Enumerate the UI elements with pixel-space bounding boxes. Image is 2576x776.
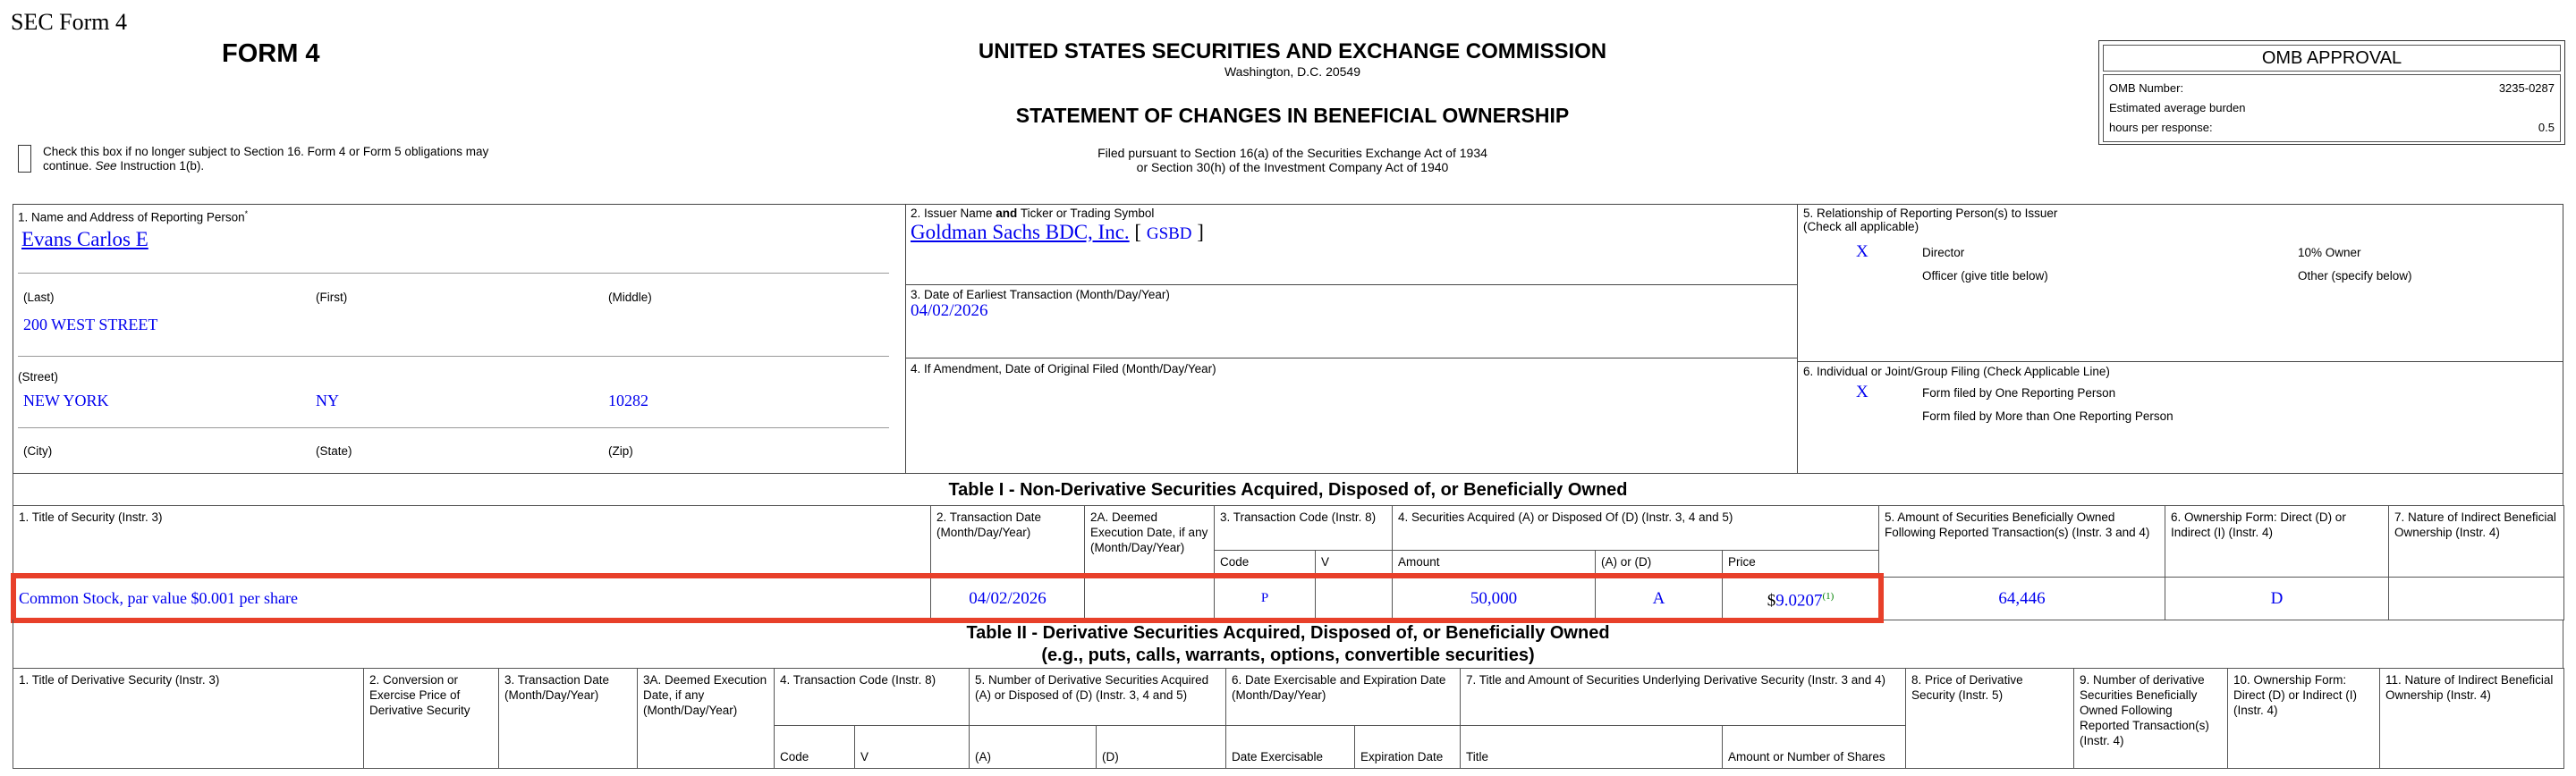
t1-sub-amount: Amount — [1393, 551, 1596, 578]
t2-sub-expiration: Expiration Date — [1355, 726, 1461, 769]
box3-earliest-transaction — [911, 288, 1170, 321]
security-title: Common Stock, par value $0.001 per share — [13, 578, 931, 620]
box5-relationship — [1803, 207, 2555, 283]
zip-label: (Zip) — [608, 444, 633, 458]
box1-reporting-person — [18, 209, 894, 251]
checkbox-text-2: continue. — [43, 159, 96, 173]
ownership-form: D — [2165, 578, 2389, 620]
one-person-check[interactable]: X — [1856, 383, 1868, 401]
omb-number: 3235-0287 — [2498, 81, 2555, 95]
box2-label-end: Ticker or Trading Symbol — [1017, 207, 1155, 220]
asterisk: * — [244, 209, 249, 218]
t2-header-underlying: 7. Title and Amount of Securities Underlying Derivative Security (Instr. 3 and 4) — [1461, 669, 1906, 726]
t2-sub-v: V — [855, 726, 970, 769]
agency-title: UNITED STATES SECURITIES AND EXCHANGE COMMISSION — [978, 39, 1607, 63]
ticker-symbol: GSBD — [1146, 224, 1192, 243]
t1-header-date: 2. Transaction Date (Month/Day/Year) — [931, 506, 1085, 578]
statement-title: STATEMENT OF CHANGES IN BENEFICIAL OWNERSHIP — [1015, 104, 1570, 127]
highlight-box — [11, 573, 1884, 623]
divider-2-3 — [905, 284, 1798, 285]
omb-title: OMB APPROVAL — [2103, 45, 2561, 72]
one-person-label: Form filed by One Reporting Person — [1922, 386, 2116, 400]
bracket-left: [ — [1134, 221, 1142, 243]
t2-header-code: 4. Transaction Code (Instr. 8) — [775, 669, 970, 726]
t1-header-owned: 5. Amount of Securities Beneficially Owned Following Reported Transaction(s) (Instr. 3 and 4) — [1879, 506, 2165, 578]
table1-title: Table I - Non-Derivative Securities Acquired, Disposed of, or Beneficially Owned — [13, 474, 2563, 506]
hours-value: 0.5 — [2538, 121, 2555, 134]
other-label: Other (specify below) — [2298, 269, 2412, 283]
t1-sub-price: Price — [1723, 551, 1879, 578]
t1-header-form: 6. Ownership Form: Direct (D) or Indirect (I) (Instr. 4) — [2165, 506, 2389, 578]
director-label: Director — [1922, 246, 1965, 259]
header — [805, 39, 1780, 174]
box3-label: 3. Date of Earliest Transaction (Month/Day/Year) — [911, 288, 1170, 301]
omb-number-label: OMB Number: — [2109, 81, 2184, 95]
omb-approval-box — [2098, 40, 2565, 145]
state-label: (State) — [316, 444, 352, 458]
street-value: 200 WEST STREET — [23, 316, 158, 333]
amount: 50,000 — [1393, 578, 1596, 620]
price-value: 9.0207 — [1775, 591, 1823, 611]
box1-label: 1. Name and Address of Reporting Person — [18, 210, 245, 224]
box2-label: 2. Issuer Name — [911, 207, 996, 220]
t1-header-deemed: 2A. Deemed Execution Date, if any (Month/Day/Year) — [1085, 506, 1215, 578]
reporting-person-link[interactable]: Evans Carlos E — [21, 227, 148, 250]
t2-header-form: 10. Ownership Form: Direct (D) or Indirect (I) (Instr. 4) — [2228, 669, 2380, 769]
checkbox-instruction: Instruction 1(b). — [116, 159, 205, 173]
filed-pursuant-1: Filed pursuant to Section 16(a) of the Securities Exchange Act of 1934 — [1097, 146, 1487, 160]
transaction-date: 04/02/2026 — [931, 578, 1085, 620]
street-label: (Street) — [18, 370, 59, 384]
hours-label: hours per response: — [2109, 121, 2213, 134]
agency-location: Washington, D.C. 20549 — [1224, 64, 1360, 79]
zip-value: 10282 — [608, 392, 648, 409]
t2-header-exercisable: 6. Date Exercisable and Expiration Date (Month/Day/Year) — [1226, 669, 1461, 726]
page-label: SEC Form 4 — [11, 9, 128, 35]
t1-header-code: 3. Transaction Code (Instr. 8) — [1215, 506, 1393, 551]
box5-sublabel: (Check all applicable) — [1803, 220, 1919, 233]
box6-filing — [1803, 365, 2555, 423]
footnote-link[interactable]: (1) — [1822, 590, 1835, 602]
t2-sub-code: Code — [775, 726, 855, 769]
box4-label: 4. If Amendment, Date of Original Filed (Month/Day/Year) — [911, 362, 1216, 375]
form-title: FORM 4 — [222, 39, 320, 68]
table2-title-2: (e.g., puts, calls, warrants, options, convertible securities) — [1041, 645, 1535, 665]
officer-label: Officer (give title below) — [1922, 269, 2048, 283]
table2 — [13, 668, 2564, 769]
divider-5-6 — [1798, 361, 2563, 362]
transaction-code: P — [1215, 578, 1316, 620]
t2-header-owned: 9. Number of derivative Securities Beneficially Owned Following Reported Transaction(s) (Instr. 4) — [2074, 669, 2228, 769]
ten-percent-owner-label: 10% Owner — [2298, 246, 2361, 259]
t2-header-conversion: 2. Conversion or Exercise Price of Derivative Security — [364, 669, 499, 769]
last-label: (Last) — [23, 291, 55, 304]
price-sign: $ — [1767, 591, 1776, 611]
filed-pursuant-2: or Section 30(h) of the Investment Company Act of 1940 — [1136, 160, 1449, 174]
t1-sub-code: Code — [1215, 551, 1316, 578]
checkbox-text-1: Check this box if no longer subject to Section 16. Form 4 or Form 5 obligations may — [43, 145, 489, 158]
t1-sub-aord: (A) or (D) — [1596, 551, 1723, 578]
t1-header-title: 1. Title of Security (Instr. 3) — [13, 506, 931, 578]
middle-label: (Middle) — [608, 291, 652, 304]
city-value: NEW YORK — [23, 392, 109, 409]
state-value: NY — [316, 392, 339, 409]
burden-label: Estimated average burden — [2109, 101, 2246, 114]
no-longer-subject-checkbox[interactable] — [18, 145, 31, 173]
director-check[interactable]: X — [1856, 242, 1868, 261]
t2-sub-amount: Amount or Number of Shares — [1723, 726, 1906, 769]
t1-header-acquired: 4. Securities Acquired (A) or Disposed Of (D) (Instr. 3, 4 and 5) — [1393, 506, 1879, 551]
t2-sub-a: (A) — [970, 726, 1097, 769]
checkbox-see: See — [95, 159, 117, 173]
t2-sub-d: (D) — [1097, 726, 1226, 769]
city-label: (City) — [23, 444, 53, 458]
box6-label: 6. Individual or Joint/Group Filing (Check Applicable Line) — [1803, 365, 2110, 378]
box3-value: 04/02/2026 — [911, 301, 988, 320]
amount-owned: 64,446 — [1879, 578, 2165, 620]
t2-header-title: 1. Title of Derivative Security (Instr. 3) — [13, 669, 364, 769]
issuer-link[interactable]: Goldman Sachs BDC, Inc. — [911, 221, 1130, 243]
t2-header-deemed: 3A. Deemed Execution Date, if any (Month/Day/Year) — [638, 669, 775, 769]
t2-sub-exercisable: Date Exercisable — [1226, 726, 1355, 769]
t1-header-nature: 7. Nature of Indirect Beneficial Ownership (Instr. 4) — [2389, 506, 2564, 578]
box2-and: and — [996, 207, 1018, 220]
first-label: (First) — [316, 291, 348, 304]
table2-title — [13, 620, 2563, 668]
t2-header-nature: 11. Nature of Indirect Beneficial Ownership (Instr. 4) — [2380, 669, 2564, 769]
bracket-right: ] — [1197, 221, 1204, 243]
t2-sub-title: Title — [1461, 726, 1723, 769]
box2-issuer — [911, 207, 1204, 244]
t2-header-number: 5. Number of Derivative Securities Acquired (A) or Disposed of (D) (Instr. 3, 4 and 5) — [970, 669, 1226, 726]
acquired-or-disposed: A — [1596, 578, 1723, 620]
t2-header-date: 3. Transaction Date (Month/Day/Year) — [499, 669, 638, 769]
nature-of-ownership — [2389, 578, 2564, 620]
box5-label: 5. Relationship of Reporting Person(s) to Issuer — [1803, 207, 2058, 220]
t2-header-price: 8. Price of Derivative Security (Instr. 5) — [1906, 669, 2074, 769]
table2-title-1: Table II - Derivative Securities Acquired, Disposed of, or Beneficially Owned — [966, 623, 1610, 643]
checkbox-label — [43, 145, 488, 173]
box-dividers — [905, 204, 1798, 474]
t1-sub-v: V — [1316, 551, 1393, 578]
more-persons-label: Form filed by More than One Reporting Person — [1922, 409, 2174, 423]
